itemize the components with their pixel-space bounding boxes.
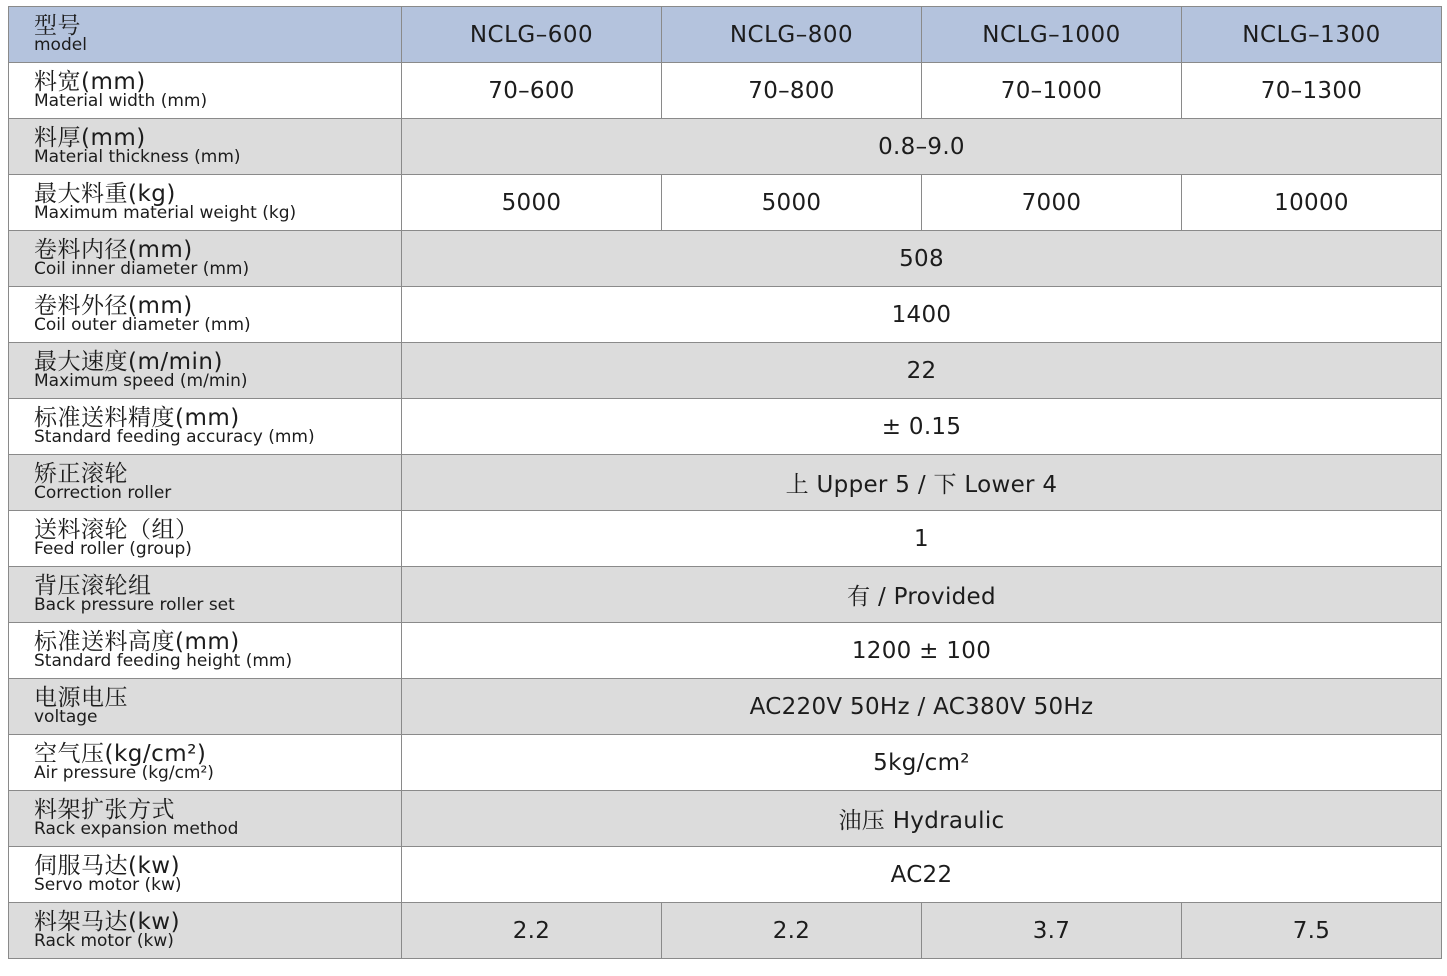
header-label-cell: [9, 7, 402, 63]
spec-label-en: Coil inner diameter (mm): [34, 259, 250, 279]
spec-label-zh: 料宽(mm): [34, 69, 146, 95]
spec-label-en: Rack motor (kw): [34, 931, 174, 951]
spec-value-cell: 7.5: [1182, 903, 1442, 959]
model-column-header: NCLG–600: [402, 7, 662, 63]
model-column-header: NCLG–800: [662, 7, 922, 63]
spec-label-en: Standard feeding height (mm): [34, 651, 293, 671]
spec-label-en: Material thickness (mm): [34, 147, 241, 167]
spec-row: [9, 343, 1442, 399]
header-label-zh: 型号: [34, 13, 81, 39]
spec-label-cell: [9, 903, 402, 959]
spec-label-cell: [9, 63, 402, 119]
spec-label-zh: 矫正滚轮: [34, 461, 128, 487]
spec-label-en: Maximum material weight (kg): [34, 203, 297, 223]
spec-label-cell: [9, 847, 402, 903]
spec-label-zh: 卷料内径(mm): [34, 237, 193, 263]
spec-label-en: Coil outer diameter (mm): [34, 315, 251, 335]
spec-label-cell: [9, 399, 402, 455]
spec-label-cell: [9, 511, 402, 567]
spec-row: [9, 399, 1442, 455]
spec-row: [9, 847, 1442, 903]
spec-label-en: Air pressure (kg/cm²): [34, 763, 214, 783]
spec-label-zh: 送料滚轮（组）: [34, 517, 199, 543]
spec-value-cell: 2.2: [662, 903, 922, 959]
spec-label-en: Feed roller (group): [34, 539, 192, 559]
spec-table-body: [9, 7, 1442, 959]
spec-label-en: Maximum speed (m/min): [34, 371, 248, 391]
spec-value-cell: 5000: [662, 175, 922, 231]
spec-label-cell: [9, 567, 402, 623]
spec-label-cell: [9, 343, 402, 399]
spec-label-en: voltage: [34, 707, 98, 727]
spec-value-merged-cell: 上 Upper 5 / 下 Lower 4: [402, 455, 1442, 511]
spec-row: [9, 63, 1442, 119]
spec-label-en: Standard feeding accuracy (mm): [34, 427, 315, 447]
spec-value-merged-cell: 有 / Provided: [402, 567, 1442, 623]
spec-value-cell: 10000: [1182, 175, 1442, 231]
spec-value-merged-cell: 油压 Hydraulic: [402, 791, 1442, 847]
spec-value-cell: 5000: [402, 175, 662, 231]
spec-label-cell: [9, 455, 402, 511]
spec-row: [9, 567, 1442, 623]
spec-value-merged-cell: AC220V 50Hz / AC380V 50Hz: [402, 679, 1442, 735]
spec-label-cell: [9, 119, 402, 175]
spec-label-cell: [9, 231, 402, 287]
spec-table: [8, 6, 1442, 959]
spec-label-zh: 空气压(kg/cm²): [34, 741, 207, 767]
spec-label-en: Back pressure roller set: [34, 595, 235, 615]
spec-value-merged-cell: 1200 ± 100: [402, 623, 1442, 679]
spec-label-en: Material width (mm): [34, 91, 208, 111]
spec-row: [9, 679, 1442, 735]
spec-label-cell: [9, 791, 402, 847]
spec-row: [9, 455, 1442, 511]
spec-label-zh: 伺服马达(kw): [34, 853, 181, 879]
spec-label-zh: 最大速度(m/min): [34, 349, 223, 375]
spec-value-merged-cell: 508: [402, 231, 1442, 287]
spec-label-zh: 卷料外径(mm): [34, 293, 193, 319]
spec-row: [9, 511, 1442, 567]
spec-value-cell: 70–1300: [1182, 63, 1442, 119]
spec-value-merged-cell: ± 0.15: [402, 399, 1442, 455]
spec-label-zh: 最大料重(kg): [34, 181, 176, 207]
spec-value-merged-cell: 1400: [402, 287, 1442, 343]
spec-label-zh: 电源电压: [34, 685, 128, 711]
spec-label-cell: [9, 623, 402, 679]
header-row: [9, 7, 1442, 63]
spec-row: [9, 791, 1442, 847]
spec-label-cell: [9, 679, 402, 735]
spec-value-merged-cell: 0.8–9.0: [402, 119, 1442, 175]
spec-row: [9, 623, 1442, 679]
spec-row: [9, 287, 1442, 343]
spec-row: [9, 175, 1442, 231]
spec-label-en: Servo motor (kw): [34, 875, 182, 895]
spec-row: [9, 231, 1442, 287]
spec-value-merged-cell: 1: [402, 511, 1442, 567]
spec-label-zh: 料厚(mm): [34, 125, 146, 151]
spec-row: [9, 735, 1442, 791]
spec-value-cell: 7000: [922, 175, 1182, 231]
spec-value-cell: 70–800: [662, 63, 922, 119]
header-label-en: model: [34, 35, 87, 55]
spec-value-cell: 70–600: [402, 63, 662, 119]
spec-value-cell: 2.2: [402, 903, 662, 959]
model-column-header: NCLG–1000: [922, 7, 1182, 63]
spec-value-cell: 3.7: [922, 903, 1182, 959]
spec-label-cell: [9, 175, 402, 231]
spec-value-merged-cell: AC22: [402, 847, 1442, 903]
spec-label-cell: [9, 735, 402, 791]
spec-value-cell: 70–1000: [922, 63, 1182, 119]
spec-label-zh: 标准送料高度(mm): [34, 629, 240, 655]
spec-value-merged-cell: 22: [402, 343, 1442, 399]
spec-label-zh: 背压滚轮组: [34, 573, 152, 599]
spec-row: [9, 903, 1442, 959]
model-column-header: NCLG–1300: [1182, 7, 1442, 63]
spec-label-cell: [9, 287, 402, 343]
spec-label-zh: 料架马达(kw): [34, 909, 181, 935]
spec-row: [9, 119, 1442, 175]
spec-label-zh: 标准送料精度(mm): [34, 405, 240, 431]
spec-value-merged-cell: 5kg/cm²: [402, 735, 1442, 791]
spec-label-en: Correction roller: [34, 483, 172, 503]
spec-label-zh: 料架扩张方式: [34, 797, 175, 823]
spec-label-en: Rack expansion method: [34, 819, 239, 839]
